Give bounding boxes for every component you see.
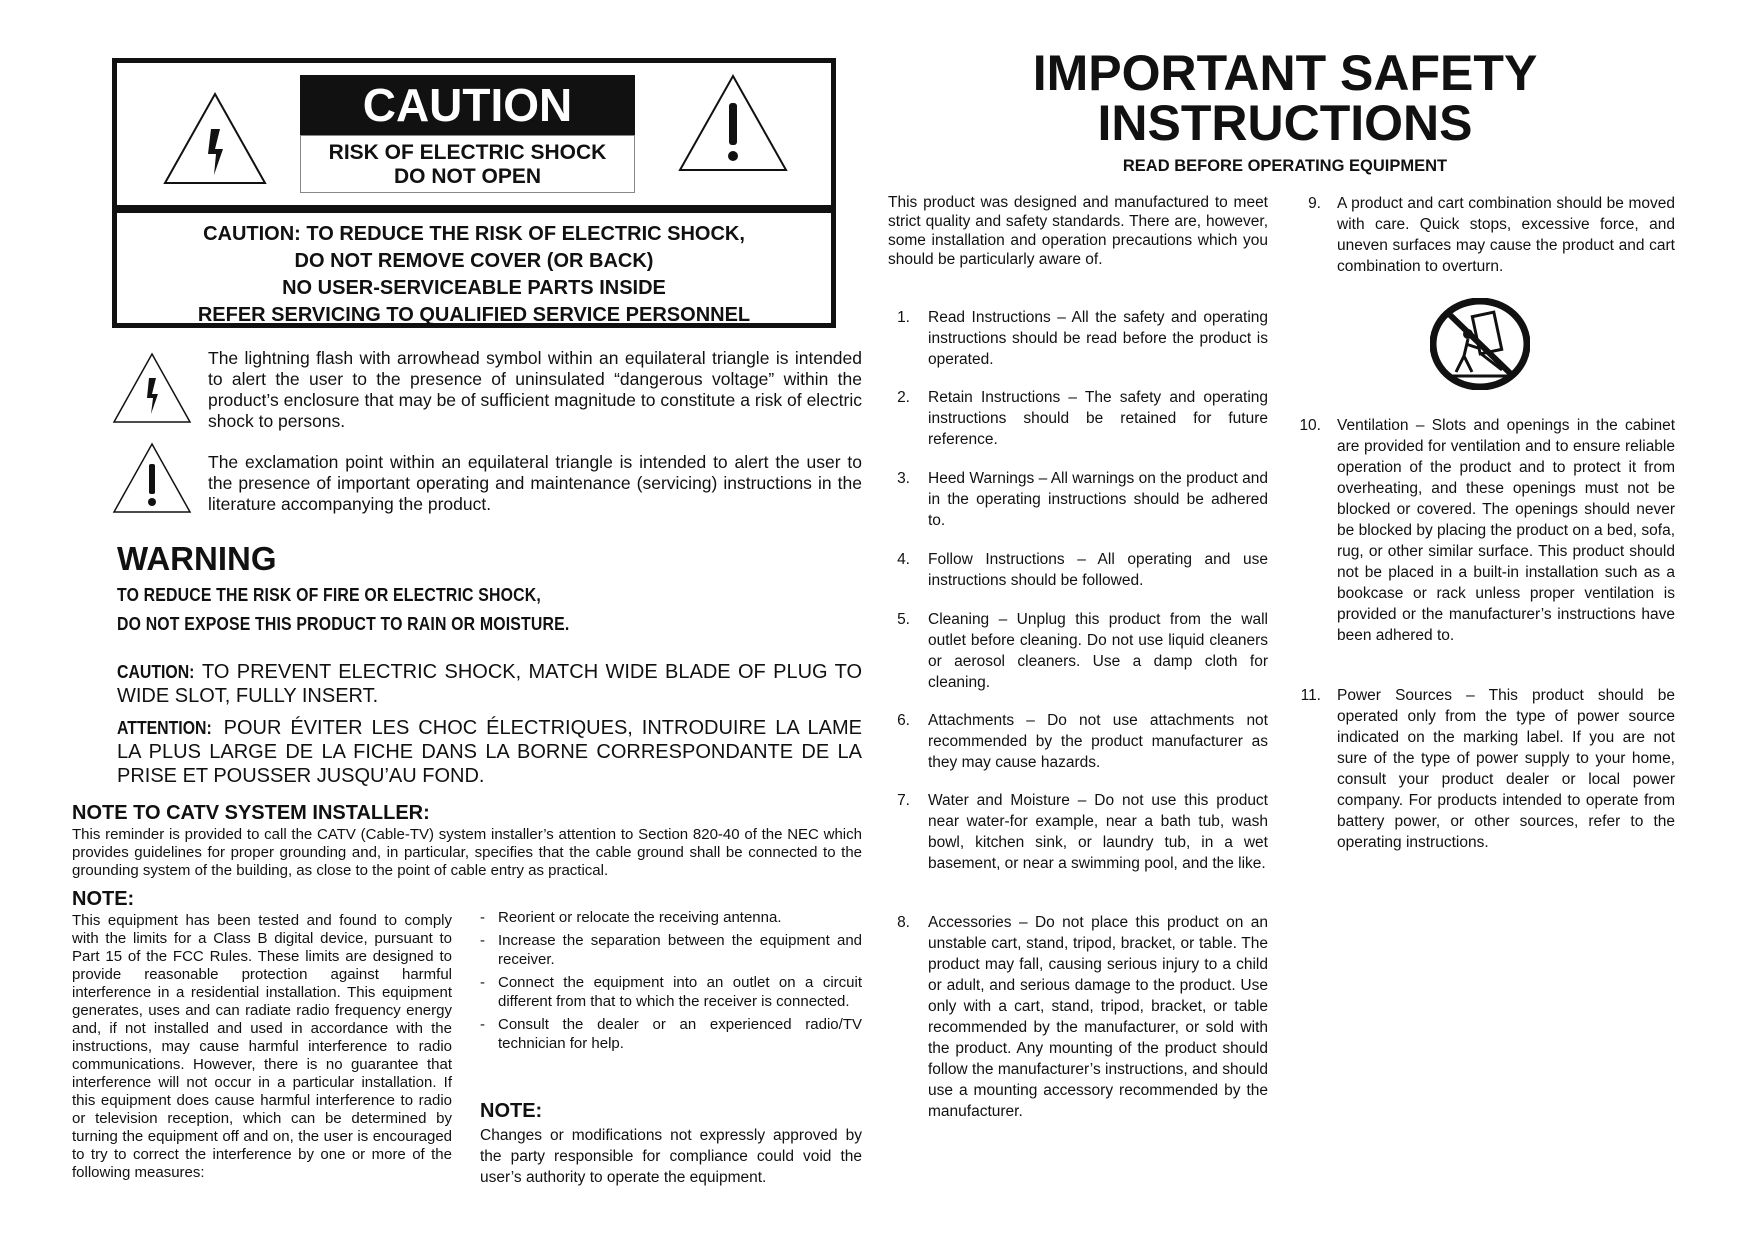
plug-attention-label: ATTENTION: bbox=[117, 718, 212, 738]
caution-box-top bbox=[117, 63, 831, 205]
caution-line: CAUTION: TO REDUCE THE RISK OF ELECTRIC SHOCK, bbox=[203, 223, 745, 245]
plug-attention-text: POUR ÉVITER LES CHOC ÉLECTRIQUES, INTRODUIRE LA LAME LA PLUS LARGE DE LA FICHE DANS LA BORNE CORRESPONDANTE DE LA PRISE ET POUSSER JUSQU’AU FOND. bbox=[117, 717, 862, 787]
instruction-item: 3. Heed Warnings – All warnings on the product and in the operating instructions should be adhered to. bbox=[897, 470, 1268, 529]
plug-caution-text: TO PREVENT ELECTRIC SHOCK, MATCH WIDE BLADE OF PLUG TO WIDE SLOT, FULLY INSERT. bbox=[117, 661, 862, 707]
exclamation-symbol-text: The exclamation point within an equilateral triangle is intended to alert the user to the presence of important operating and maintenance (servicing) instructions in the literature accompanying the product. bbox=[208, 452, 862, 514]
catv-text: This reminder is provided to call the CATV (Cable-TV) system installer’s attention to Section 820-40 of the NEC which provides guidelines for proper grounding and, in particular, specifies that the cable ground shall be connected to the grounding system of the building, as close to the point of cable entry as practical. bbox=[72, 826, 862, 879]
instruction-item: 6. Attachments – Do not use attachments not recommended by the product manufacturer as they may cause hazards. bbox=[897, 712, 1268, 771]
plug-caution-label: CAUTION: bbox=[117, 662, 195, 682]
list-item: - Consult the dealer or an experienced radio/TV technician for help. bbox=[480, 1016, 862, 1052]
warning-title: WARNING bbox=[117, 540, 277, 577]
instruction-item: 1. Read Instructions – All the safety and operating instructions should be read before the product is operated. bbox=[897, 309, 1268, 368]
warning-line-2: DO NOT EXPOSE THIS PRODUCT TO RAIN OR MOISTURE. bbox=[117, 614, 570, 634]
plug-caution bbox=[117, 660, 862, 708]
caution-subtitle bbox=[300, 135, 635, 193]
list-item: - Reorient or relocate the receiving antenna. bbox=[480, 909, 782, 926]
catv-title: NOTE TO CATV SYSTEM INSTALLER: bbox=[72, 802, 430, 824]
plug-attention bbox=[117, 716, 862, 788]
warning-line-1: TO REDUCE THE RISK OF FIRE OR ELECTRIC SHOCK, bbox=[117, 585, 541, 605]
instruction-item: 10. Ventilation – Slots and openings in the cabinet are provided for ventilation and to ensure reliable operation of the product and to protect it from overheating, and these openings must not be blocked or covered. The openings should never be blocked by placing the product on a bed, sofa, rug, or other similar surface. This product should not be placed in a built-in installation such as a bookcase or rack unless proper ventilation is provided or the manufacturer’s instructions have been adhered to. bbox=[1299, 417, 1675, 644]
lightning-symbol-text: The lightning flash with arrowhead symbol within an equilateral triangle is intended to alert the user to the presence of uninsulated “dangerous voltage” within the product’s enclosure that may be of sufficient magnitude to constitute a risk of electric shock to persons. bbox=[208, 348, 862, 431]
fcc-note-text: This equipment has been tested and found to comply with the limits for a Class B digital device, pursuant to Part 15 of the FCC Rules. These limits are designed to provide reasonable protection against harmful interference in a residential installation. This equipment generates, uses and can radiate radio frequency energy and, if not installed and used in accordance with the instructions, may cause harmful interference to radio communications. However, there is no guarantee that interference will not occur in a particular installation. If this equipment does cause harmful interference to radio or television reception, which can be determined by turning the equipment off and on, the user is encouraged to try to correct the interference by one or more of the following measures: bbox=[72, 912, 452, 1181]
instruction-item: 5. Cleaning – Unplug this product from the wall outlet before cleaning. Do not use liquid cleaners or aerosol cleaners. Use a damp cloth for cleaning. bbox=[897, 611, 1268, 691]
caution-box bbox=[112, 58, 836, 328]
page-title-line1: IMPORTANT SAFETY bbox=[1032, 45, 1538, 101]
lightning-symbol-icon bbox=[112, 352, 192, 424]
instruction-item: 8. Accessories – Do not place this product on an unstable cart, stand, tripod, bracket, or table. The product may fall, causing serious injury to a child or adult, and serious damage to the product. Use only with a cart, stand, tripod, bracket, or table recommended by the manufacturer, or sold with the product. Any mounting of the product should follow the manufacturer’s instructions, and should use a mounting accessory recommended by the manufacturer. bbox=[897, 914, 1268, 1120]
instruction-item: 11. Power Sources – This product should be operated only from the type of power source indicated on the marking label. If you are not sure of the type of power supply to your home, consult your product dealer or local power company. For products intended to operate from battery power, or other sources, refer to the operating instructions. bbox=[1300, 687, 1675, 851]
caution-sub-line2: DO NOT OPEN bbox=[393, 165, 541, 188]
caution-line: REFER SERVICING TO QUALIFIED SERVICE PERSONNEL bbox=[197, 304, 751, 326]
page-title-line2: INSTRUCTIONS bbox=[1097, 95, 1473, 151]
caution-line: DO NOT REMOVE COVER (OR BACK) bbox=[294, 250, 654, 272]
caution-sub-line1: RISK OF ELECTRIC SHOCK bbox=[328, 141, 607, 164]
fcc-note-title: NOTE: bbox=[72, 888, 135, 910]
instruction-item: 9. A product and cart combination should be moved with care. Quick stops, excessive force, and uneven surfaces may cause the product and cart combination to overturn. bbox=[1308, 195, 1675, 275]
page-subtitle: READ BEFORE OPERATING EQUIPMENT bbox=[1122, 157, 1448, 175]
lightning-warning-icon bbox=[162, 91, 268, 186]
page-title bbox=[1000, 45, 1570, 151]
modification-note-title: NOTE: bbox=[480, 1100, 543, 1122]
caution-banner: CAUTION bbox=[300, 75, 635, 135]
instruction-item: 7. Water and Moisture – Do not use this product near water-for example, near a bath tub, wash bowl, kitchen sink, or laundry tub, in a wet basement, or near a swimming pool, and the like. bbox=[897, 792, 1268, 872]
caution-line: NO USER-SERVICEABLE PARTS INSIDE bbox=[282, 277, 666, 299]
list-item: - Connect the equipment into an outlet on a circuit different from that to which the receiver is connected. bbox=[480, 974, 862, 1010]
exclamation-symbol-icon bbox=[112, 442, 192, 514]
modification-note-text: Changes or modifications not expressly approved by the party responsible for compliance could void the user’s authority to operate the equipment. bbox=[480, 1127, 862, 1186]
intro-text: This product was designed and manufactured to meet strict quality and safety standards. There are, however, some installation and operation precautions which you should be particularly aware of. bbox=[888, 194, 1268, 268]
instruction-item: 4. Follow Instructions – All operating and use instructions should be followed. bbox=[897, 551, 1268, 589]
exclamation-warning-icon bbox=[677, 73, 789, 173]
interference-measures-list bbox=[478, 908, 862, 1057]
list-item: - Increase the separation between the equipment and receiver. bbox=[480, 932, 862, 968]
cart-tip-over-icon bbox=[1430, 298, 1530, 390]
caution-divider bbox=[117, 205, 831, 213]
caution-lines bbox=[117, 213, 831, 329]
instruction-item: 2. Retain Instructions – The safety and operating instructions should be retained for future reference. bbox=[897, 389, 1268, 448]
